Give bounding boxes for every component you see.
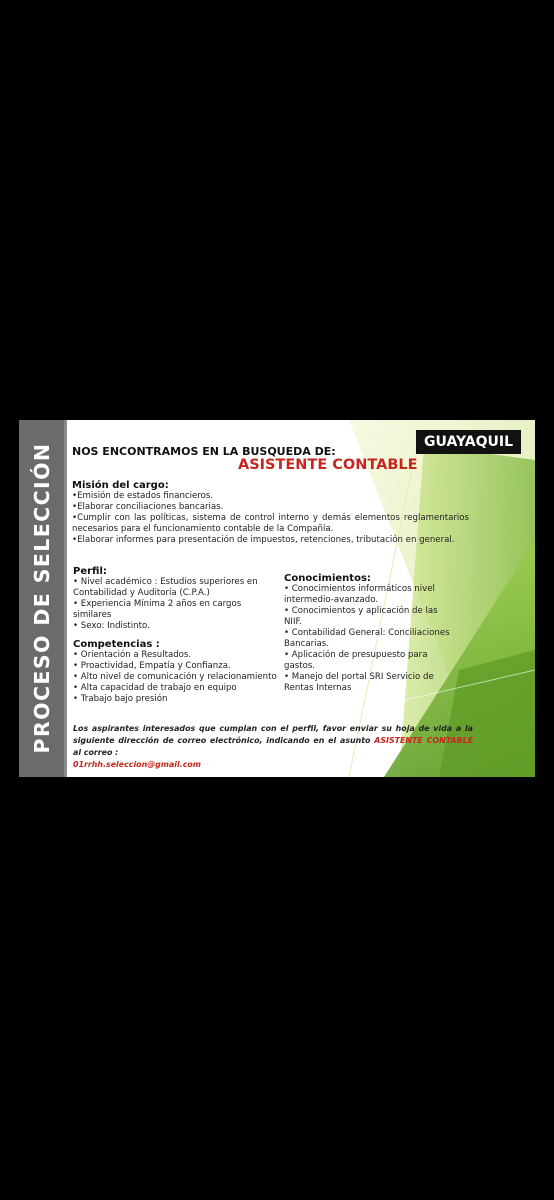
list-item: • Conocimientos y aplicación de las NIIF. [284,606,438,627]
list-item: • Conocimientos informáticos nivel intermedio-avanzado. [284,584,435,605]
perfil-list [73,577,279,632]
list-item: • Experiencia Mínima 2 años en cargos similares [73,599,242,620]
mision-title: Misión del cargo: [72,480,169,491]
footer-subject: ASISTENTE CONTABLE [374,736,473,745]
list-item: • Contabilidad General: Conciliaciones Bancarias. [284,628,450,649]
perfil-title: Perfil: [73,566,107,577]
list-item: • Aplicación de presupuesto para gastos. [284,650,428,671]
conocimientos-list [284,584,456,694]
competencias-title: Competencias : [73,639,160,650]
conocimientos-section [284,573,456,694]
conocimientos-title: Conocimientos: [284,573,371,584]
list-item: •Elaborar conciliaciones bancarias. [72,502,224,512]
list-item: • Manejo del portal SRI Servicio de Rentas Internas [284,672,434,693]
list-item: • Alta capacidad de trabajo en equipo [73,683,237,693]
list-item: • Proactividad, Empatía y Confianza. [73,661,231,671]
side-strip [64,420,67,777]
competencias-section [73,639,279,705]
perfil-section [73,566,279,632]
list-item: •Elaborar informes para presentación de impuestos, retenciones, tributación en general. [72,535,455,545]
side-title: PROCESO DE SELECCIÓN [30,442,54,754]
job-flyer [19,420,535,777]
competencias-list [73,650,279,705]
application-instructions [73,723,473,771]
list-item: • Orientación a Resultados. [73,650,192,660]
city-badge: GUAYAQUIL [416,430,521,454]
mision-list [72,491,469,546]
footer-text: Los aspirantes interesados que cumplan con el perfil, favor enviar su hoja de vida a la siguiente dirección de correo electrónico, indicando en el asunto [73,724,473,745]
mision-section [72,480,469,546]
job-title: ASISTENTE CONTABLE [238,457,418,473]
list-item: • Trabajo bajo presión [73,694,168,704]
footer-text-end: al correo : [73,748,119,757]
list-item: • Alto nivel de comunicación y relacionamiento [73,672,277,682]
contact-email[interactable]: 01rrhh.seleccion@gmail.com [73,760,202,769]
list-item: • Nivel académico : Estudios superiores en Contabilidad y Auditoría (C.P.A.) [73,577,258,598]
list-item: •Emisión de estados financieros. [72,491,214,501]
list-item: • Sexo: Indistinto. [73,621,150,631]
list-item: •Cumplir con las políticas, sistema de control interno y demás elementos reglamentarios necesarios para el funcionamiento contable de la Compañía. [72,513,469,534]
main-heading: NOS ENCONTRAMOS EN LA BUSQUEDA DE: [72,445,336,458]
